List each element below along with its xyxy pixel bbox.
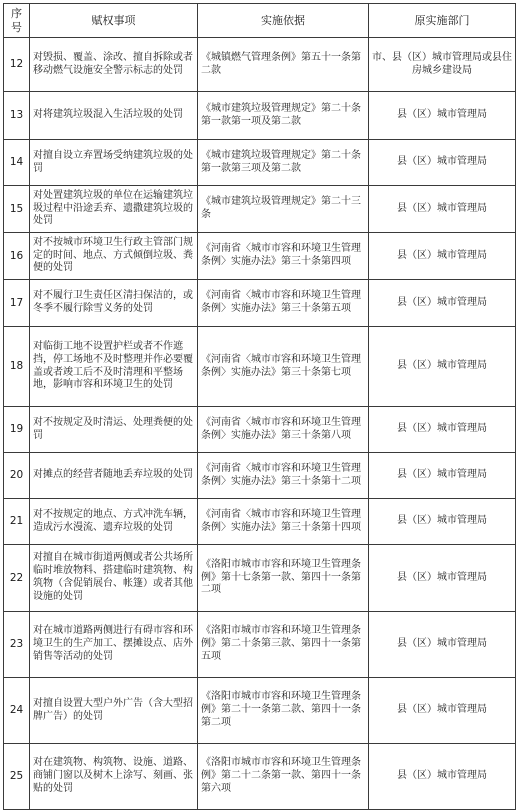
row-basis: 《城市建筑垃圾管理规定》第二十条第一款第一项及第二款 (198, 92, 369, 140)
header-item: 赋权事项 (30, 4, 198, 38)
row-number: 13 (4, 92, 30, 140)
authorization-table (3, 3, 516, 810)
row-dept: 县（区）城市管理局 (369, 92, 516, 140)
row-dept: 县（区）城市管理局 (369, 186, 516, 233)
table-row (4, 612, 516, 678)
table-row (4, 92, 516, 140)
row-basis: 《城镇燃气管理条例》第五十一条第二款 (198, 38, 369, 92)
table-row (4, 453, 516, 499)
row-number: 23 (4, 612, 30, 678)
row-item: 对不履行卫生责任区清扫保洁的，或冬季不履行除雪义务的处罚 (30, 280, 198, 327)
row-basis: 《洛阳市城市市容和环境卫生管理条例》第二十一条第二款、第四十一条第二项 (198, 678, 369, 744)
row-number: 21 (4, 499, 30, 545)
row-dept: 县（区）城市管理局 (369, 327, 516, 407)
row-number: 19 (4, 407, 30, 453)
row-dept: 县（区）城市管理局 (369, 140, 516, 186)
header-number: 序号 (4, 4, 30, 38)
row-dept: 县（区）城市管理局 (369, 545, 516, 612)
row-number: 20 (4, 453, 30, 499)
table-row (4, 407, 516, 453)
table-row (4, 744, 516, 810)
row-basis: 《河南省〈城市市容和环境卫生管理条例〉实施办法》第三十条第十二项 (198, 453, 369, 499)
row-dept: 县（区）城市管理局 (369, 612, 516, 678)
row-item: 对摊点的经营者随地丢弃垃圾的处罚 (30, 453, 198, 499)
table-row (4, 499, 516, 545)
row-basis: 《城市建筑垃圾管理规定》第二十条第一款第三项及第二款 (198, 140, 369, 186)
table-row (4, 233, 516, 280)
row-basis: 《河南省〈城市市容和环境卫生管理条例〉实施办法》第三十条第十四项 (198, 499, 369, 545)
row-item: 对毁损、覆盖、涂改、擅自拆除或者移动燃气设施安全警示标志的处罚 (30, 38, 198, 92)
row-dept: 县（区）城市管理局 (369, 678, 516, 744)
row-number: 16 (4, 233, 30, 280)
row-basis: 《洛阳市城市市容和环境卫生管理条例》第二十二条第一款、第四十一条第六项 (198, 744, 369, 810)
row-item: 对擅自在城市街道两侧或者公共场所临时堆放物料、搭建临时建筑物、构筑物（含促销展台、帐篷）或者其他设施的处罚 (30, 545, 198, 612)
row-dept: 县（区）城市管理局 (369, 280, 516, 327)
table-row (4, 186, 516, 233)
row-item: 对不按城市环境卫生行政主管部门规定的时间、地点、方式倾倒垃圾、粪便的处罚 (30, 233, 198, 280)
row-dept: 县（区）城市管理局 (369, 744, 516, 810)
table-row (4, 545, 516, 612)
row-item: 对擅自设立弃置场受纳建筑垃圾的处罚 (30, 140, 198, 186)
row-number: 12 (4, 38, 30, 92)
table-row (4, 678, 516, 744)
row-dept: 县（区）城市管理局 (369, 233, 516, 280)
row-item: 对处置建筑垃圾的单位在运输建筑垃圾过程中沿途丢弃、遗撒建筑垃圾的处罚 (30, 186, 198, 233)
row-item: 对临街工地不设置护栏或者不作遮挡，停工场地不及时整理并作必要覆盖或者竣工后不及时清理和平整场地，影响市容和环境卫生的处罚 (30, 327, 198, 407)
header-basis: 实施依据 (198, 4, 369, 38)
table-row (4, 280, 516, 327)
header-dept: 原实施部门 (369, 4, 516, 38)
table-header-row (4, 4, 516, 38)
row-number: 25 (4, 744, 30, 810)
row-item: 对在城市道路两侧进行有碍市容和环境卫生的生产加工、摆摊设点、店外销售等活动的处罚 (30, 612, 198, 678)
row-item: 对在建筑物、构筑物、设施、道路、商铺门窗以及树木上涂写、刻画、张贴的处罚 (30, 744, 198, 810)
row-number: 22 (4, 545, 30, 612)
row-basis: 《洛阳市城市市容和环境卫生管理条例》第十七条第一款、第四十一条第二项 (198, 545, 369, 612)
row-dept: 市、县（区）城市管理局或县住房城乡建设局 (369, 38, 516, 92)
row-item: 对将建筑垃圾混入生活垃圾的处罚 (30, 92, 198, 140)
row-item: 对不按规定及时清运、处理粪便的处罚 (30, 407, 198, 453)
row-dept: 县（区）城市管理局 (369, 407, 516, 453)
row-number: 18 (4, 327, 30, 407)
row-basis: 《城市建筑垃圾管理规定》第二十三条 (198, 186, 369, 233)
row-basis: 《河南省〈城市市容和环境卫生管理条例〉实施办法》第三十条第五项 (198, 280, 369, 327)
row-basis: 《河南省〈城市市容和环境卫生管理条例〉实施办法》第三十条第七项 (198, 327, 369, 407)
row-item: 对擅自设置大型户外广告（含大型招牌广告）的处罚 (30, 678, 198, 744)
row-number: 17 (4, 280, 30, 327)
row-number: 24 (4, 678, 30, 744)
table-row (4, 327, 516, 407)
row-item: 对不按规定的地点、方式冲洗车辆，造成污水漫流、遗弃垃圾的处罚 (30, 499, 198, 545)
row-basis: 《河南省〈城市市容和环境卫生管理条例〉实施办法》第三十条第四项 (198, 233, 369, 280)
row-basis: 《河南省〈城市市容和环境卫生管理条例〉实施办法》第三十条第八项 (198, 407, 369, 453)
table-row (4, 38, 516, 92)
row-number: 15 (4, 186, 30, 233)
row-basis: 《洛阳市城市市容和环境卫生管理条例》第二十条第三款、第四十一条第五项 (198, 612, 369, 678)
row-dept: 县（区）城市管理局 (369, 499, 516, 545)
row-number: 14 (4, 140, 30, 186)
table-row (4, 140, 516, 186)
row-dept: 县（区）城市管理局 (369, 453, 516, 499)
